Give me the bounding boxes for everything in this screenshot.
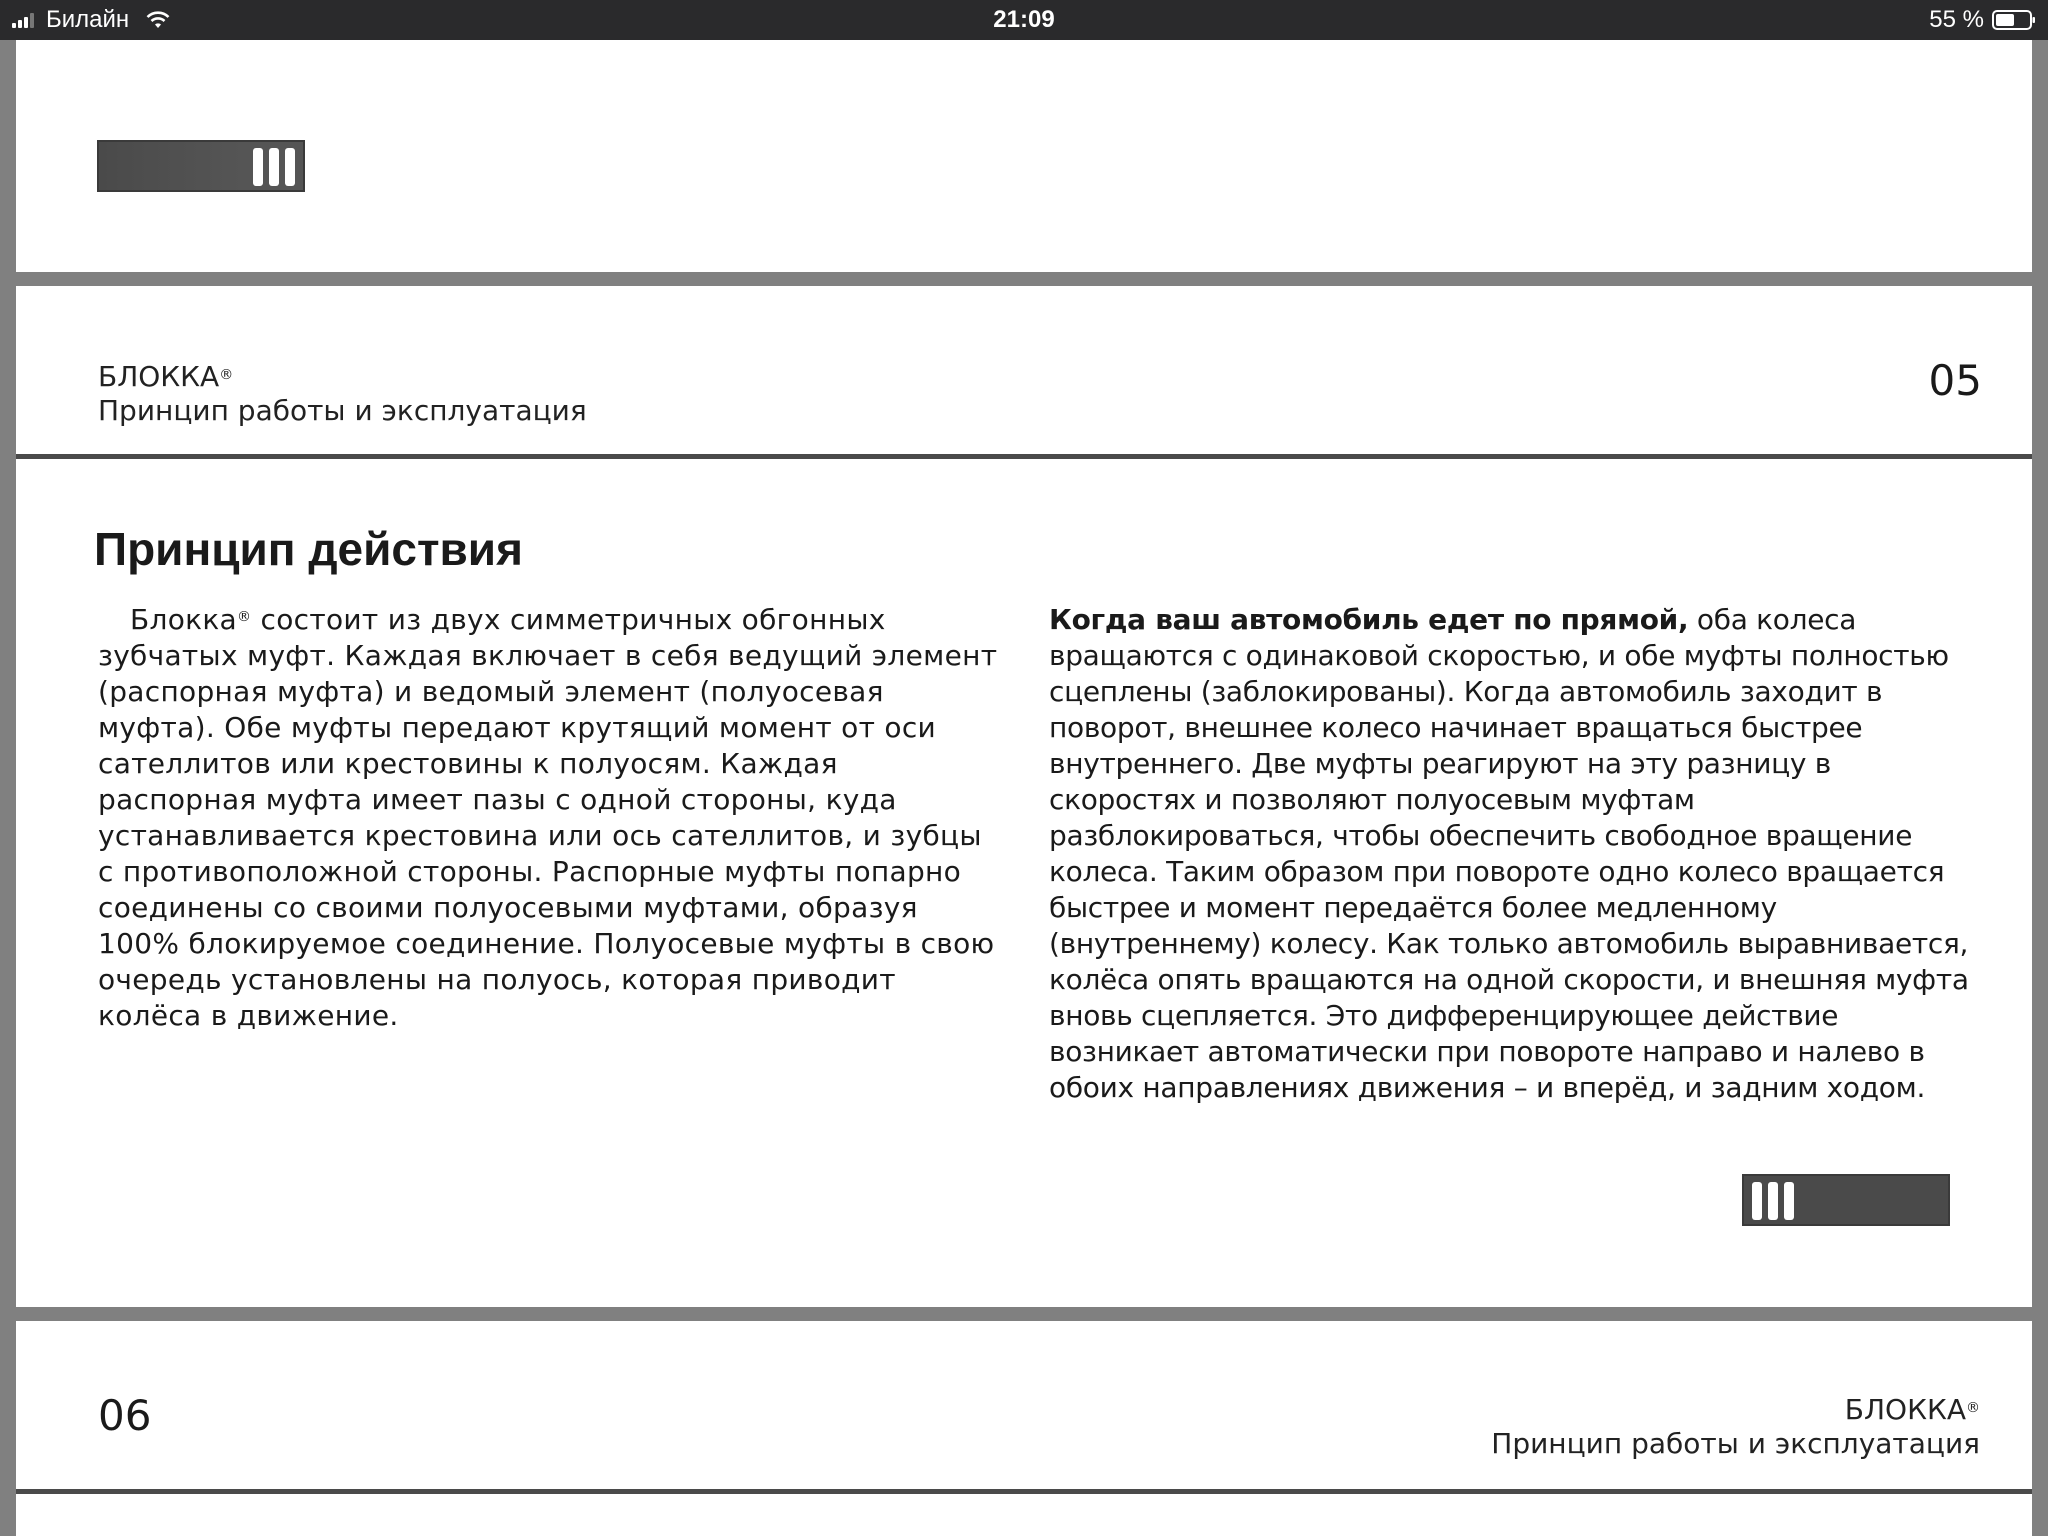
brand-logo-bar xyxy=(1742,1174,1950,1226)
header-divider xyxy=(16,454,2032,459)
battery-icon xyxy=(1992,9,2036,31)
document-subtitle: Принцип работы и эксплуатация xyxy=(98,394,587,427)
brand-name: БЛОККА xyxy=(1844,1393,1966,1426)
brand-inline: Блокка xyxy=(130,603,238,636)
page-header-label xyxy=(98,360,587,428)
battery-percent: 55 % xyxy=(1929,6,1984,33)
header-divider xyxy=(16,1489,2032,1494)
right-paragraph: оба колеса вращаются с одинаковой скоростью, и обе муфты полностью сцеплены (заблокированы). Когда автомобиль заходит в поворот, внешнее колесо начинает вращаться быстрее внутреннего. Две муфты реагируют на эту разницу в скоростях и позволяют полуосевым муфтам разблокироваться, чтобы обеспечить свободное вращение колеса. Таким образом при повороте одно колесо вращается быстрее и момент передаётся более медленному (внутреннему) колесу. Как только автомобиль выравнивается, колёса опять вращаются на одной скорости, и внешняя муфта вновь сцепляется. Это дифференцирующее действие возникает автоматически при повороте направо и налево в обоих направлениях движения – и вперёд, и задним ходом. xyxy=(1049,603,1969,1104)
logo-stripes xyxy=(1752,1182,1794,1220)
registered-mark: ® xyxy=(219,367,234,383)
left-column-text xyxy=(98,602,998,1034)
page-previous xyxy=(16,40,2032,272)
page-number: 05 xyxy=(1928,356,1982,405)
status-time: 21:09 xyxy=(993,6,1055,33)
registered-mark: ® xyxy=(1966,1400,1980,1416)
registered-mark-inline: ® xyxy=(237,609,252,625)
left-paragraph: состоит из двух симметричных обгонных зубчатых муфт. Каждая включает в себя ведущий элемент (распорная муфта) и ведомый элемент (полуосевая муфта). Обе муфты передают крутящий момент от оси сателлитов или крестовины к полуосям. Каждая распорная муфта имеет пазы с одной стороны, куда устанавливается крестовина или ось сателлитов, и зубцы с противоположной стороны. Распорные муфты попарно соединены со своими полуосевыми муфтами, образуя 100% блокируемое соединение. Полуосевые муфты в свою очередь установлены на полуось, которая приводит колёса в движение. xyxy=(98,603,998,1032)
right-column-text xyxy=(1049,602,1969,1106)
logo-stripes xyxy=(253,148,295,186)
page-06 xyxy=(16,1321,2032,1536)
carrier-name: Билайн xyxy=(46,6,130,33)
page-header-label xyxy=(1491,1393,1980,1461)
brand-logo-bar xyxy=(97,140,305,192)
right-lead-bold: Когда ваш автомобиль едет по прямой, xyxy=(1049,603,1689,636)
status-bar xyxy=(0,0,2048,40)
status-right xyxy=(1929,0,2036,40)
page-05 xyxy=(16,286,2032,1307)
section-heading: Принцип действия xyxy=(94,523,523,575)
brand-name: БЛОККА xyxy=(98,360,220,393)
page-number: 06 xyxy=(98,1391,152,1440)
document-subtitle: Принцип работы и эксплуатация xyxy=(1491,1427,1980,1460)
